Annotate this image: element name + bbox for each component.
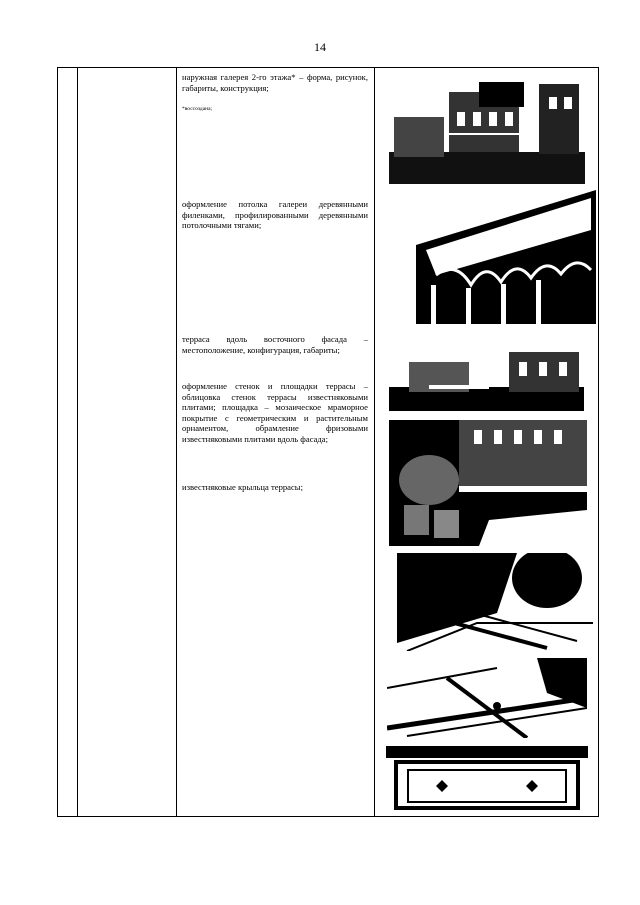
terrace-porch-description: известняковые крыльца террасы; [182, 482, 303, 492]
gallery-ceiling-photo [416, 190, 596, 324]
building-gallery-photo [389, 72, 585, 184]
ceiling-description: оформление потолка галереи деревянными филенками, профилированными деревянными потолочными тягами; [182, 199, 368, 230]
terrace-description: терраса вдоль восточного фасада – местоположение, конфигурация, габариты; [182, 334, 368, 355]
terrace-finish-description: оформление стенок и площадки террасы – облицовка стенок террасы известняковыми плитами; площадка – мозаическое мраморное покрытие с геометрическим и растительным орнаментом, обрамление фризовыми известняковыми плитами вдоль фасада; [182, 381, 368, 444]
terrace-mosaic-floor-photo-2 [387, 658, 587, 738]
table-column-divider [374, 68, 375, 816]
table-column-divider [176, 68, 177, 816]
table-column-divider [77, 68, 78, 816]
terrace-mosaic-floor-photo-1 [397, 553, 593, 651]
gallery-description: наружная галерея 2-го этажа* – форма, рисунок, габариты, конструкция; [182, 72, 368, 93]
terrace-east-facade-photo [389, 347, 584, 411]
footnote-recreated: *воссоздана; [182, 106, 213, 112]
terrace-mosaic-floor-photo-3 [386, 746, 588, 812]
page-number: 14 [314, 40, 326, 54]
terrace-walls-photo [389, 420, 587, 546]
